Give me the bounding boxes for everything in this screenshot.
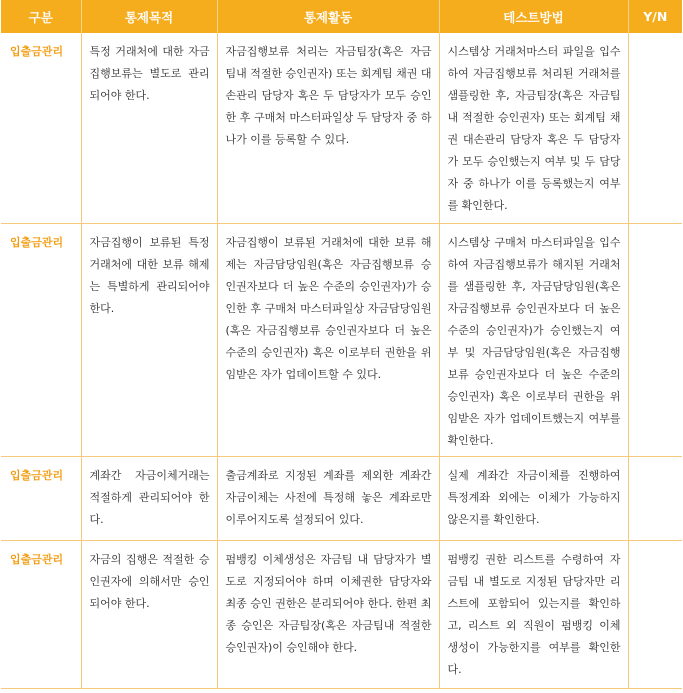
row-yn-cell[interactable] [628, 540, 682, 688]
row-purpose: 계좌간 자금이체거래는 적절하게 관리되어야 한다. [81, 456, 217, 540]
row-test-method: 시스템상 거래처마스터 파일을 입수하여 자금집행보류 처리된 거래처를 샘플링한 후, 자금팀장(혹은 자금팀내 적절한 승인권자) 또는 회계팀 채권 대손관리 담당자 혹은 두 담당자가 모두 승인했는지 여부 및 두 담당자 중 하나가 이를 등록했는지 여부를 확인한다. [439, 33, 628, 223]
control-table [1, 0, 682, 689]
row-yn-cell[interactable] [628, 33, 682, 223]
header-activity: 통제활동 [217, 0, 439, 33]
row-test-method: 시스템상 구매처 마스터파일을 입수하여 자금집행보류가 해지된 거래처를 샘플링한 후, 자금담당임원(혹은 자금집행보류 승인권자보다 더 높은 수준의 승인권자)가 승인했는지 여부 및 자금담당임원(혹은 자금집행보류 승인권자보다 더 높은 수준의 승인권자) 혹은 이로부터 권한을 위임받은 자가 업데이트했는지 여부를 확인한다. [439, 223, 628, 456]
table-row [1, 33, 682, 223]
table-row [1, 456, 682, 540]
row-yn-cell[interactable] [628, 456, 682, 540]
row-test-method: 펌뱅킹 권한 리스트를 수령하여 자금팀 내 별도로 지정된 담당자만 리스트에 포함되어 있는지를 확인하고, 리스트 외 직원이 펌뱅킹 이체 생성이 가능한지를 여부를 확인한다. [439, 540, 628, 688]
row-activity: 자금집행이 보류된 거래처에 대한 보류 해제는 자금담당임원(혹은 자금집행보류 승인권자보다 더 높은 수준의 승인권자)가 승인한 후 구매처 마스터파일상 자금담당임원(혹은 자금집행보류 승인권자보다 더 높은 수준의 승인권자) 혹은 이로부터 권한을 위임받은 자가 업데이트할 수 있다. [217, 223, 439, 456]
row-category: 입출금관리 [1, 33, 81, 223]
row-purpose: 자금집행이 보류된 특정 거래처에 대한 보류 해제는 특별하게 관리되어야 한다. [81, 223, 217, 456]
table-row [1, 540, 682, 688]
row-test-method: 실제 계좌간 자금이체를 진행하여 특정계좌 외에는 이체가 가능하지 않은지를 확인한다. [439, 456, 628, 540]
header-test-method: 테스트방법 [439, 0, 628, 33]
row-activity: 출금계좌로 지정된 계좌를 제외한 계좌간 자금이체는 사전에 특정해 놓은 계좌로만 이루어지도록 설정되어 있다. [217, 456, 439, 540]
row-category: 입출금관리 [1, 456, 81, 540]
row-purpose: 특정 거래처에 대한 자금집행보류는 별도로 관리되어야 한다. [81, 33, 217, 223]
header-yn: Y/N [628, 0, 682, 33]
row-category: 입출금관리 [1, 540, 81, 688]
header-category: 구분 [1, 0, 81, 33]
row-purpose: 자금의 집행은 적절한 승인권자에 의해서만 승인되어야 한다. [81, 540, 217, 688]
table-row [1, 223, 682, 456]
row-activity: 자금집행보류 처리는 자금팀장(혹은 자금팀내 적절한 승인권자) 또는 회계팀 채권 대손관리 담당자 혹은 두 담당자가 모두 승인한 후 구매처 마스터파일상 두 담당자 중 하나가 이를 등록할 수 있다. [217, 33, 439, 223]
row-activity: 펌뱅킹 이체생성은 자금팀 내 담당자가 별도로 지정되어야 하며 이체권한 담당자와 최종 승인 권한은 분리되어야 한다. 한편 최종 승인은 자금팀장(혹은 자금팀내 적절한 승인권자)이 승인해야 한다. [217, 540, 439, 688]
header-row [1, 0, 682, 33]
header-purpose: 통제목적 [81, 0, 217, 33]
row-yn-cell[interactable] [628, 223, 682, 456]
row-category: 입출금관리 [1, 223, 81, 456]
